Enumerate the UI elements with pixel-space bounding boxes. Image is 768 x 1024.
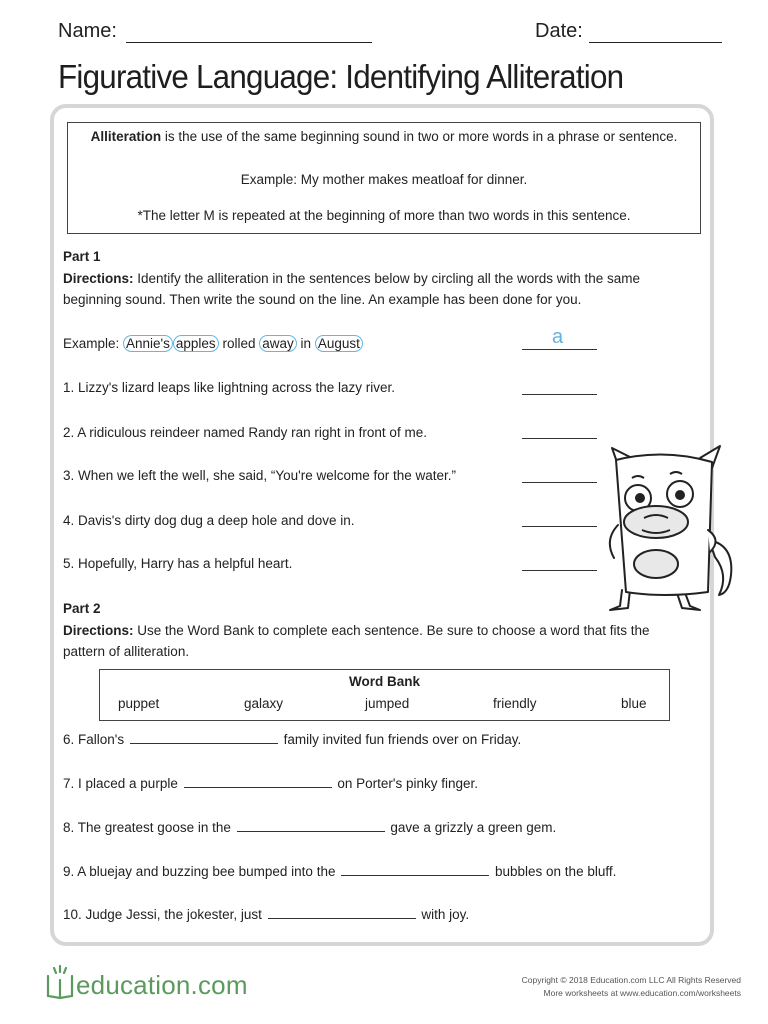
fill-blank[interactable] <box>130 732 278 744</box>
definition-example: Example: My mother makes meatloaf for dinner. <box>240 172 528 187</box>
sentence-after: with joy. <box>421 907 470 922</box>
sentence-before: 6. Fallon's <box>63 732 125 747</box>
part1-sentence: 5. Hopefully, Harry has a helpful heart. <box>63 556 293 571</box>
part1-directions-label: Directions: <box>63 271 134 286</box>
part2-sentence <box>63 732 521 747</box>
word-bank-word: jumped <box>365 696 410 711</box>
answer-line[interactable] <box>522 570 597 571</box>
word-bank-title: Word Bank <box>348 674 420 689</box>
word-bank <box>99 669 670 721</box>
part1-directions-text: Identify the alliteration in the sentences below by circling all the words with the same beginning sound. Then write the sound on the line. An example has been done for you. <box>63 271 641 307</box>
circled-word: August <box>315 335 363 352</box>
page-title: Figurative Language: Identifying Alliteration <box>58 58 624 95</box>
sentence-after: on Porter's pinky finger. <box>337 776 479 791</box>
sentence-before: 7. I placed a purple <box>63 776 178 791</box>
example-word: rolled <box>222 336 256 351</box>
answer-line[interactable] <box>522 394 597 395</box>
part2-directions-label: Directions: <box>63 623 134 638</box>
word-bank-word: friendly <box>493 696 537 711</box>
word-bank-word: galaxy <box>244 696 284 711</box>
example-word: in <box>300 336 312 351</box>
part2-directions-text: Use the Word Bank to complete each sentence. Be sure to choose a word that fits the pattern of alliteration. <box>63 623 650 659</box>
example-prefix: Example: <box>63 336 124 351</box>
part1-example <box>63 336 363 351</box>
more-worksheets-text[interactable]: More worksheets at www.education.com/worksheets <box>543 988 741 998</box>
date-line[interactable] <box>589 42 722 43</box>
fill-blank[interactable] <box>341 864 489 876</box>
sentence-before: 9. A bluejay and buzzing bee bumped into the <box>63 864 336 879</box>
part2-sentence <box>63 864 616 879</box>
date-label: Date: <box>535 20 583 42</box>
part2-sentence <box>63 820 556 835</box>
fill-blank[interactable] <box>237 820 385 832</box>
name-line[interactable] <box>126 42 372 43</box>
education-logo-icon <box>44 964 76 1000</box>
definition-box <box>67 122 701 234</box>
cartoon-dog-illustration <box>604 440 744 615</box>
answer-line[interactable] <box>522 526 597 527</box>
part1-sentence: 2. A ridiculous reindeer named Randy ran right in front of me. <box>63 425 427 440</box>
part1-heading: Part 1 <box>63 249 101 264</box>
sentence-before: 10. Judge Jessi, the jokester, just <box>63 907 262 922</box>
word-bank-word: puppet <box>118 696 160 711</box>
part2-sentence <box>63 907 469 922</box>
example-answer: a <box>552 326 564 348</box>
part1-sentence: 4. Davis's dirty dog dug a deep hole and dove in. <box>63 513 355 528</box>
part2-sentence <box>63 776 478 791</box>
fill-blank[interactable] <box>184 776 332 788</box>
circled-word: away <box>259 335 297 352</box>
definition-note: *The letter M is repeated at the beginning of more than two words in this sentence. <box>137 208 631 223</box>
answer-line[interactable] <box>522 482 597 483</box>
example-answer-line <box>522 349 597 350</box>
definition-text: is the use of the same beginning sound in two or more words in a phrase or sentence. <box>161 129 678 144</box>
sentence-after: family invited fun friends over on Friday. <box>283 732 522 747</box>
part2-heading: Part 2 <box>63 601 101 616</box>
fill-blank[interactable] <box>268 907 416 919</box>
definition-term: Alliteration <box>90 129 162 144</box>
definition-line <box>68 129 700 144</box>
circled-word: apples <box>173 335 219 352</box>
name-label: Name: <box>58 20 117 42</box>
sentence-before: 8. The greatest goose in the <box>63 820 231 835</box>
sentence-after: gave a grizzly a green gem. <box>390 820 557 835</box>
answer-line[interactable] <box>522 438 597 439</box>
sentence-after: bubbles on the bluff. <box>495 864 617 879</box>
word-bank-word: blue <box>621 696 647 711</box>
part1-sentence: 1. Lizzy's lizard leaps like lightning across the lazy river. <box>63 380 395 395</box>
part1-sentence: 3. When we left the well, she said, “You're welcome for the water.” <box>63 468 457 483</box>
part1-directions <box>63 268 683 310</box>
education-logo[interactable]: education.com <box>76 970 248 1000</box>
part2-directions <box>63 620 683 662</box>
copyright-text: Copyright © 2018 Education.com LLC All Rights Reserved <box>521 975 741 985</box>
circled-word: Annie's <box>123 335 173 352</box>
